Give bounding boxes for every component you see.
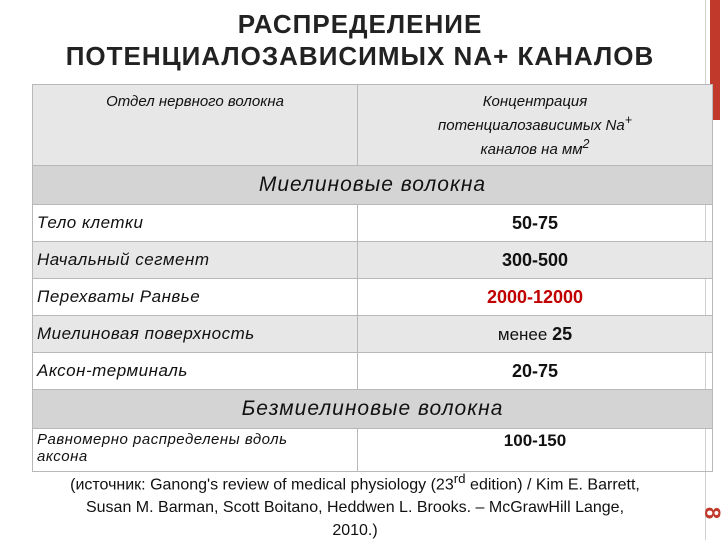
row-label [33,429,358,472]
row-value [358,316,713,353]
slide-title [30,8,690,72]
section-title-unmyelinated: Безмиелиновые волокна [33,390,713,429]
table-row [33,279,713,316]
citation-part-2: edition) / Kim E. Barrett, [465,476,640,494]
table-row [33,205,713,242]
section-row-unmyelinated [33,390,713,429]
header-concentration-line-3 [362,135,708,159]
row-value-number: 25 [552,323,573,344]
row-label: Перехваты Ранвье [33,279,358,316]
row-label-line-2: аксона [37,448,88,465]
row-label: Аксон-терминаль [33,353,358,390]
section-row-myelinated [33,166,713,205]
citation-line-2: Susan M. Barman, Scott Boitano, Heddwen L. Brooks. – McGrawHill Lange, [85,499,625,517]
row-label: Миелиновая поверхность [33,316,358,353]
row-value-highlight: 2000-12000 [358,279,713,316]
citation-part-1: (источник: Ganong's review of medical physiology (23 [70,476,454,494]
row-value-prefix: менее [497,324,553,344]
table-row [33,353,713,390]
row-label: Тело клетки [33,205,358,242]
header-concentration-column [358,85,713,166]
row-label: Начальный сегмент [33,242,358,279]
title-line-1: РАСПРЕДЕЛЕНИЕ [237,9,483,39]
header-section-column: Отдел нервного волокна [33,85,358,166]
table-row [33,429,713,472]
citation-line-1 [10,467,700,496]
row-label-line-1: Равномерно распределены вдоль [37,431,288,448]
citation-line-3: 2010.) [332,522,378,540]
row-value: 100-150 [358,429,713,472]
header-line-3-text: каналов на мм [480,140,583,158]
table-row [33,242,713,279]
header-line-2-text: потенциалозависимых Na [437,116,625,134]
section-title-myelinated: Миелиновые волокна [33,166,713,205]
page-number: 8 [699,506,725,520]
header-concentration-line-1: Концентрация [482,92,588,110]
row-value: 300-500 [358,242,713,279]
title-line-2: ПОТЕНЦИАЛОЗАВИСИМЫХ NA+ КАНАЛОВ [65,41,655,71]
header-line-3-sup: 2 [582,136,590,151]
row-value: 50-75 [358,205,713,242]
table-row [33,316,713,353]
header-concentration-line-2 [362,111,708,135]
header-line-2-sup: + [624,112,633,127]
table-header-row [33,85,713,166]
sodium-channel-table [32,84,713,472]
citation-sup: rd [453,471,466,486]
row-value: 20-75 [358,353,713,390]
source-citation [10,467,700,542]
